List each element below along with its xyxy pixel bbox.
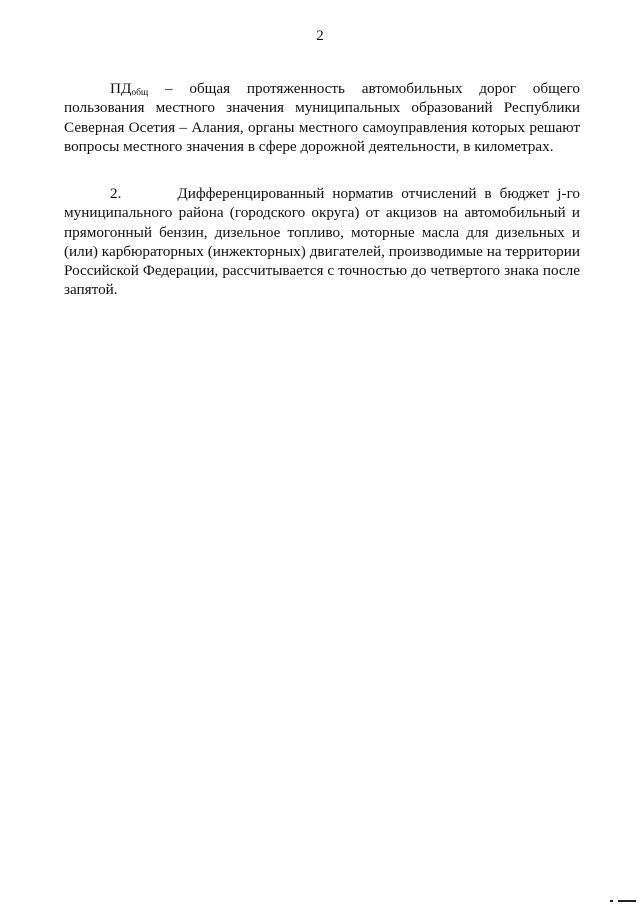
item-number: 2.	[110, 185, 122, 202]
page-number: 2	[316, 28, 324, 44]
symbol-subscript: общ	[131, 88, 149, 98]
symbol-pd: ПД	[110, 80, 132, 97]
definition-text: – общая протяженность автомобильных дорог общего пользования местного значения муниципальных образований Республики Северная Осетия – Алания, органы местного самоуправления которых решают вопросы местного значения в сфере дорожной деятельности, в километрах.	[64, 80, 580, 155]
scan-artifact-mark	[610, 899, 636, 903]
paragraph-definition-pd	[64, 79, 580, 156]
paragraph-item-2	[64, 184, 580, 300]
item-text: Дифференцированный норматив отчислений в бюджет j-го муниципального района (городского округа) от акцизов на автомобильный и прямогонный бензин, дизельное топливо, моторные масла для дизельных и (или) карбюраторных (инжекторных) двигателей, производимые на территории Российской Федерации, рассчитывается с точностью до четвертого знака после запятой.	[64, 185, 581, 299]
